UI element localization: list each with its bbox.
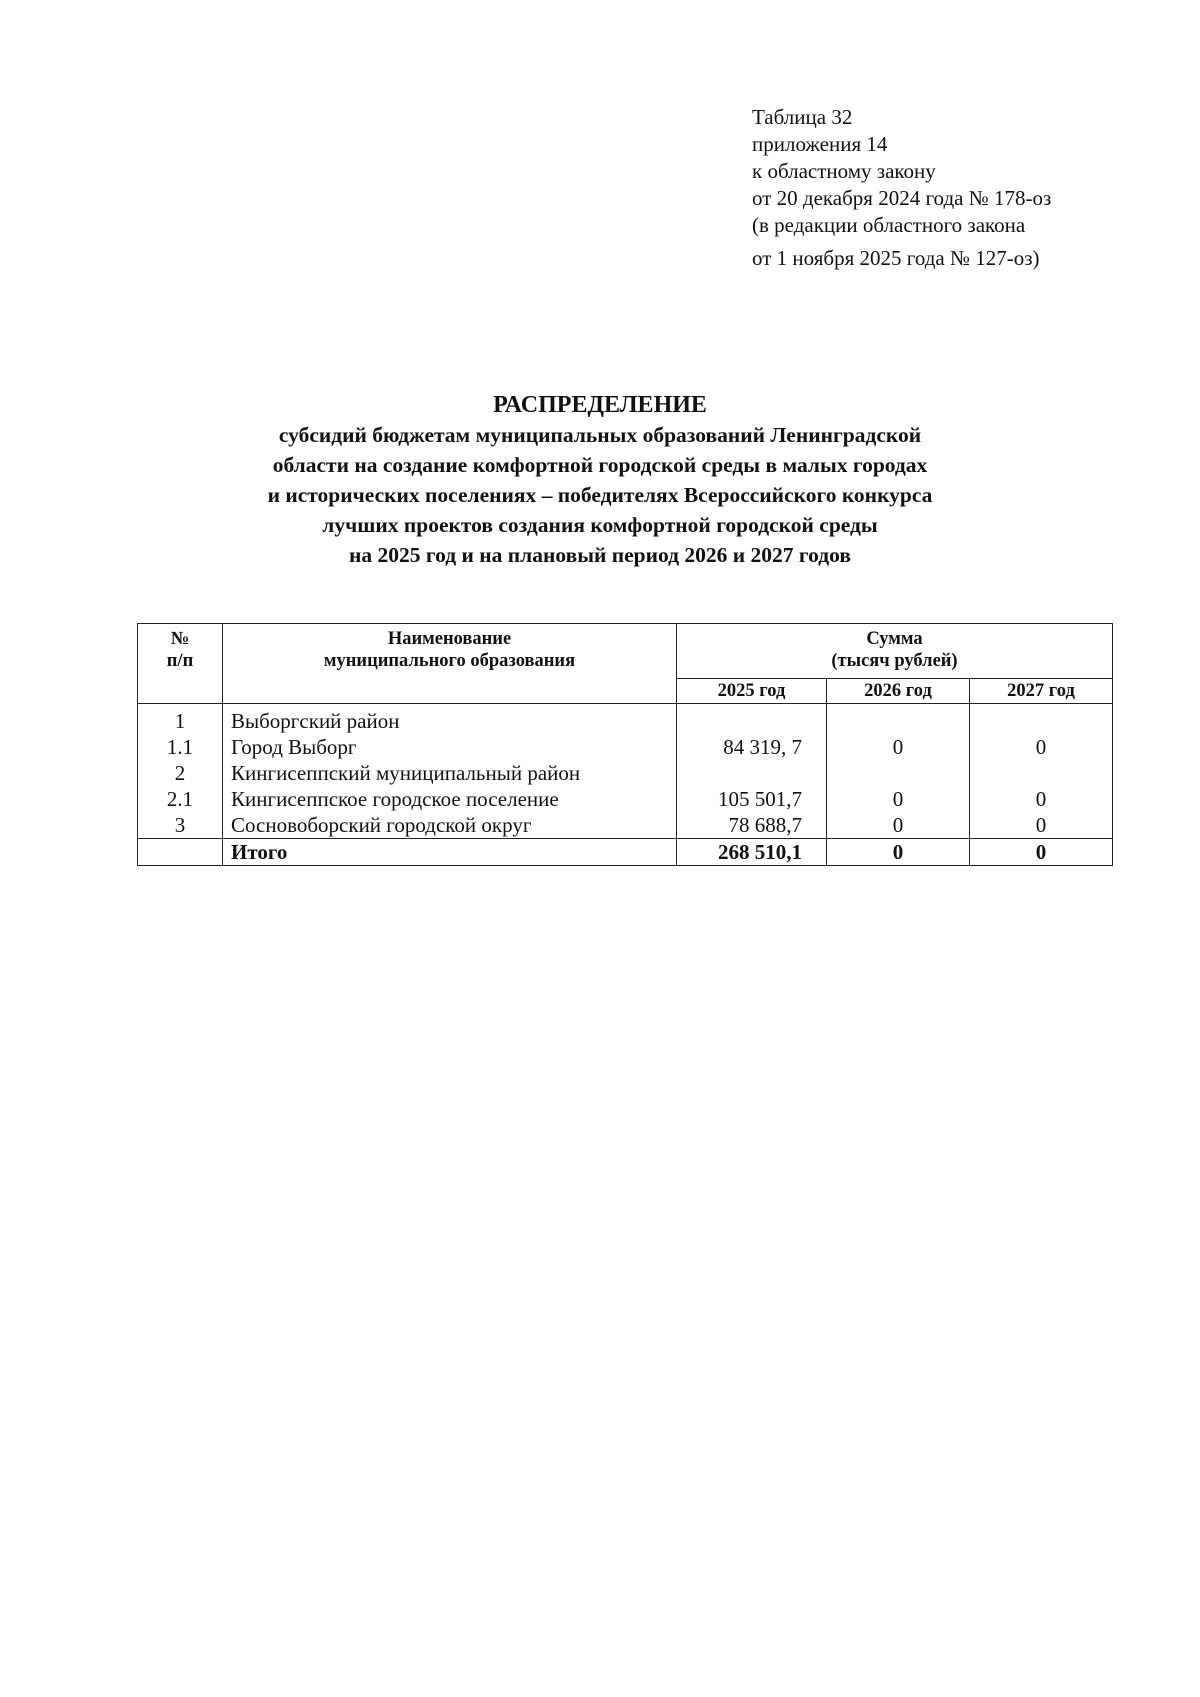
title-line: на 2025 год и на плановый период 2026 и 2027 годов [349, 543, 851, 567]
row-value-2026 [827, 760, 970, 786]
table-body [138, 704, 1113, 866]
row-value-2026: 0 [827, 812, 970, 839]
revision-date: от 1 ноября 2025 года № 127-оз) [752, 246, 1040, 270]
row-value-2027: 0 [970, 734, 1113, 760]
column-header-number: № п/п [138, 624, 223, 704]
row-value-2026: 0 [827, 786, 970, 812]
document-title [100, 390, 1100, 570]
column-header-sum: Сумма (тысяч рублей) [677, 624, 1113, 679]
row-name: Кингисеппский муниципальный район [223, 760, 677, 786]
row-name: Кингисеппское городское поселение [223, 786, 677, 812]
row-value-2025 [677, 760, 827, 786]
row-number: 2 [138, 760, 223, 786]
table-row [138, 734, 1113, 760]
row-value-2025 [677, 704, 827, 735]
row-value-2025: 105 501,7 [677, 786, 827, 812]
row-number: 2.1 [138, 786, 223, 812]
total-number [138, 839, 223, 866]
row-value-2026 [827, 704, 970, 735]
row-value-2025: 84 319, 7 [677, 734, 827, 760]
title-line: области на создание комфортной городской среды в малых городах [272, 453, 928, 477]
total-value-2027: 0 [970, 839, 1113, 866]
total-value-2025: 268 510,1 [677, 839, 827, 866]
column-header-name: Наименование муниципального образования [223, 624, 677, 704]
row-name: Город Выборг [223, 734, 677, 760]
row-name: Сосновоборский городской округ [223, 812, 677, 839]
table-header [138, 624, 1113, 704]
row-value-2027 [970, 760, 1113, 786]
row-name: Выборгский район [223, 704, 677, 735]
title-line: лучших проектов создания комфортной городской среды [322, 513, 878, 537]
row-value-2025: 78 688,7 [677, 812, 827, 839]
table-row [138, 704, 1113, 735]
row-number: 1.1 [138, 734, 223, 760]
revision-note: (в редакции областного закона [752, 213, 1026, 237]
table-row [138, 812, 1113, 839]
annex-number: приложения 14 [752, 132, 888, 156]
row-number: 1 [138, 704, 223, 735]
annex-reference [752, 104, 1051, 272]
title-heading: РАСПРЕДЕЛЕНИЕ [493, 392, 707, 418]
table-row [138, 786, 1113, 812]
total-label: Итого [223, 839, 677, 866]
title-line: и исторических поселениях – победителях Всероссийского конкурса [267, 483, 933, 507]
law-reference: к областному закону [752, 159, 936, 183]
law-date: от 20 декабря 2024 года № 178-оз [752, 186, 1052, 210]
title-line: субсидий бюджетам муниципальных образований Ленинградской [278, 423, 922, 447]
column-header-2026: 2026 год [827, 679, 970, 704]
column-header-2025: 2025 год [677, 679, 827, 704]
total-row [138, 839, 1113, 866]
row-value-2027: 0 [970, 812, 1113, 839]
row-value-2026: 0 [827, 734, 970, 760]
distribution-table [137, 623, 1113, 866]
table-row [138, 760, 1113, 786]
column-header-2027: 2027 год [970, 679, 1113, 704]
row-value-2027: 0 [970, 786, 1113, 812]
row-value-2027 [970, 704, 1113, 735]
row-number: 3 [138, 812, 223, 839]
table-number: Таблица 32 [752, 105, 853, 129]
total-value-2026: 0 [827, 839, 970, 866]
